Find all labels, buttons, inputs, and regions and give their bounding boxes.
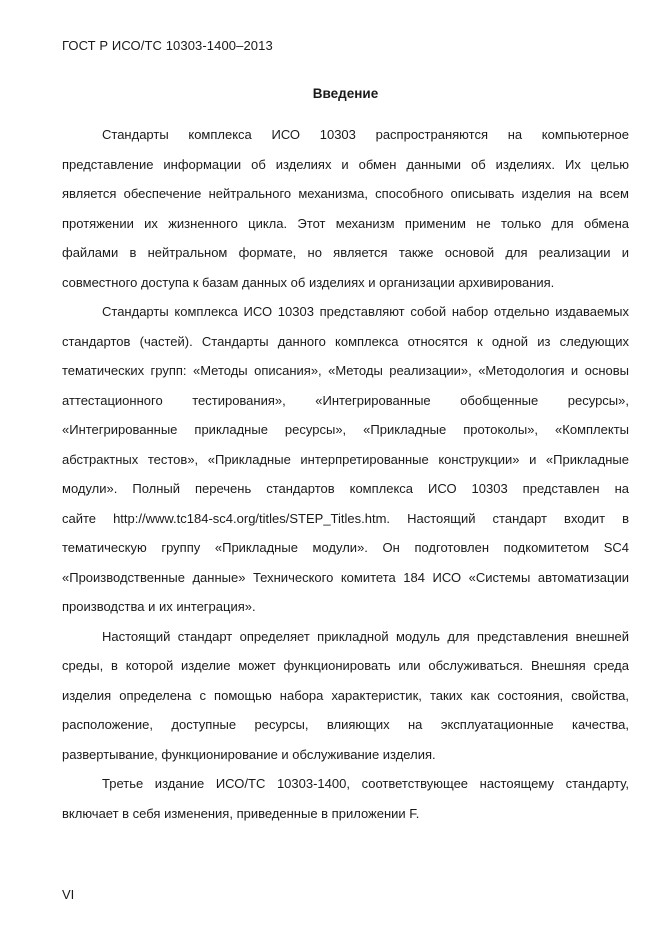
page-number: VI <box>62 887 75 902</box>
paragraph-3-line: расположение, доступные ресурсы, влияющих на эксплуатационные качества, <box>62 717 629 732</box>
paragraph-3-line: изделия определена с помощью набора характеристик, таких как состояния, свойства, <box>62 687 629 703</box>
paragraph-4-line: Третье издание ИСО/ТС 10303-1400, соответствующее настоящему стандарту, <box>102 776 629 791</box>
paragraph-2-line: Стандарты комплекса ИСО 10303 представляют собой набор отдельно издаваемых <box>102 304 629 319</box>
paragraph-1-line: файлами в нейтральном формате, но является также основой для реализации и <box>62 245 629 260</box>
paragraph-2-line: модули». Полный перечень стандартов комплекса ИСО 10303 представлен на <box>62 481 629 496</box>
paragraph-1-line: совместного доступа к базам данных об изделиях и организации архивирования. <box>62 274 555 290</box>
document-header: ГОСТ Р ИСО/ТС 10303-1400–2013 <box>62 38 273 53</box>
paragraph-2-line: аттестационного тестирования», «Интегрированные обобщенные ресурсы», <box>62 392 629 408</box>
paragraph-2-line: стандартов (частей). Стандарты данного комплекса относятся к одной из следующих <box>62 333 629 349</box>
paragraph-4-line: включает в себя изменения, приведенные в приложении F. <box>62 805 420 821</box>
paragraph-1-line: представление информации об изделиях и обмен данными об изделиях. Их целью <box>62 156 629 172</box>
paragraph-2-line: сайте http://www.tc184-sc4.org/titles/STEP_Titles.htm. Настоящий стандарт входит в <box>62 510 629 526</box>
paragraph-2-line: «Интегрированные прикладные ресурсы», «Прикладные протоколы», «Комплекты <box>62 422 629 437</box>
paragraph-2-line: производства и их интеграция». <box>62 599 256 614</box>
paragraph-3-line: развертывание, функционирование и обслуживание изделия. <box>62 746 436 762</box>
document-body <box>62 120 629 828</box>
paragraph-1-line: является обеспечение нейтрального механизма, способного описывать изделия на всем <box>62 186 629 201</box>
paragraph-2-line: тематическую группу «Прикладные модули». Он подготовлен подкомитетом SC4 <box>62 540 629 555</box>
section-title: Введение <box>312 86 379 101</box>
paragraph-3-line: Настоящий стандарт определяет прикладной модуль для представления внешней <box>102 628 629 644</box>
paragraph-1-line: Стандарты комплекса ИСО 10303 распространяются на компьютерное <box>102 127 629 142</box>
paragraph-2-line: тематических групп: «Методы описания», «Методы реализации», «Методология и основы <box>62 363 629 378</box>
paragraph-2-line: абстрактных тестов», «Прикладные интерпретированные конструкции» и «Прикладные <box>62 451 629 467</box>
paragraph-1-line: протяжении их жизненного цикла. Этот механизм применим не только для обмена <box>62 215 629 231</box>
paragraph-3-line: среды, в которой изделие может функционировать или обслуживаться. Внешняя среда <box>62 658 629 673</box>
paragraph-2-line: «Производственные данные» Технического комитета 184 ИСО «Системы автоматизации <box>62 569 629 585</box>
